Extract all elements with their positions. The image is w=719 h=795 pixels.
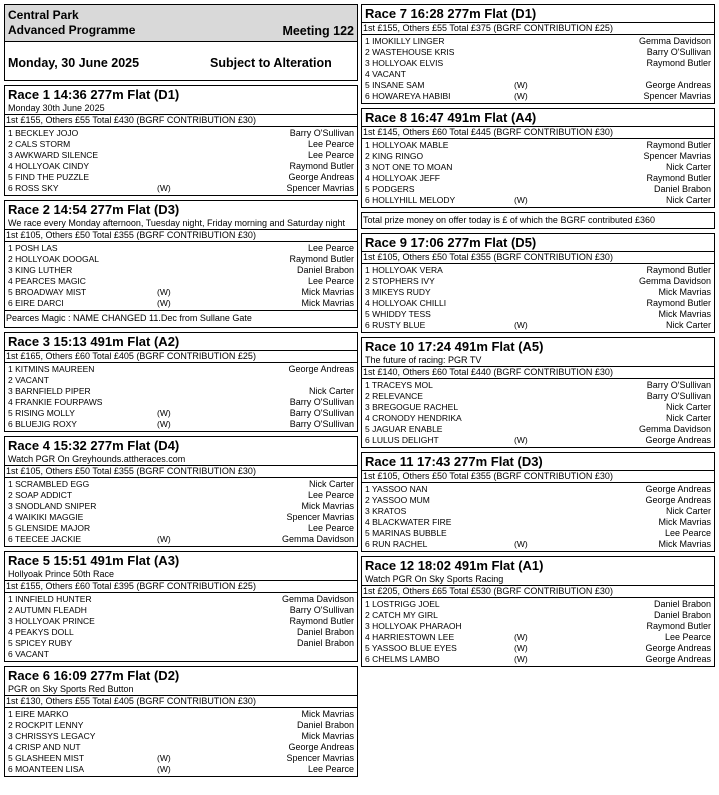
- wide-runner-flag: (W): [514, 632, 528, 642]
- runner-trainer: Lee Pearce: [307, 139, 354, 149]
- runner-trainer: Mick Mavrias: [658, 517, 711, 527]
- runner-row: [5, 512, 357, 523]
- right-column: [361, 4, 715, 671]
- runner-row: [5, 616, 357, 627]
- runner-trainer: Gemma Davidson: [281, 594, 354, 604]
- runner-name: 4 CRONODY HENDRIKA: [365, 413, 462, 423]
- runner-trainer: Raymond Butler: [646, 173, 711, 183]
- runner-row: [5, 731, 357, 742]
- runner-name: 3 MIKEYS RUDY: [365, 287, 431, 297]
- runner-row: [362, 495, 714, 506]
- header-top: [5, 5, 357, 42]
- runner-row: [5, 638, 357, 649]
- runner-row: [5, 161, 357, 172]
- runner-name: 5 PODGERS: [365, 184, 415, 194]
- race-note: Watch PGR On Sky Sports Racing: [365, 574, 504, 584]
- runner-row: [362, 320, 714, 331]
- runner-row: [5, 254, 357, 265]
- wide-runner-flag: (W): [514, 654, 528, 664]
- runner-name: 4 HARRIESTOWN LEE: [365, 632, 455, 642]
- runner-name: 6 RUN RACHEL: [365, 539, 428, 549]
- runner-row: [5, 720, 357, 731]
- runner-name: 2 AUTUMN FLEADH: [8, 605, 87, 615]
- runner-row: [362, 195, 714, 206]
- runner-row: [5, 298, 357, 309]
- runner-trainer: Barry O'Sullivan: [289, 419, 354, 429]
- runner-row: [5, 627, 357, 638]
- runner-row: [5, 742, 357, 753]
- runner-trainer: Mick Mavrias: [301, 287, 354, 297]
- runner-row: [362, 151, 714, 162]
- runner-name: 4 WAIKIKI MAGGIE: [8, 512, 84, 522]
- header-bottom: [5, 42, 357, 80]
- runner-trainer: Spencer Mavrias: [643, 91, 711, 101]
- runner-list: [5, 127, 357, 195]
- runner-trainer: Raymond Butler: [646, 140, 711, 150]
- runner-trainer: Lee Pearce: [307, 523, 354, 533]
- runner-row: [5, 534, 357, 545]
- runner-trainer: Raymond Butler: [646, 58, 711, 68]
- runner-row: [5, 479, 357, 490]
- runner-name: 3 HOLLYOAK PHARAOH: [365, 621, 462, 631]
- runner-row: [362, 632, 714, 643]
- runner-trainer: Lee Pearce: [307, 276, 354, 286]
- race-card: [361, 452, 715, 552]
- runner-name: 6 TEECEE JACKIE: [8, 534, 82, 544]
- runner-name: 6 BLUEJIG ROXY: [8, 419, 77, 429]
- runner-list: [362, 483, 714, 551]
- runner-trainer: Raymond Butler: [646, 621, 711, 631]
- runner-name: 2 SOAP ADDICT: [8, 490, 73, 500]
- runner-name: 4 CRISP AND NUT: [8, 742, 81, 752]
- runner-trainer: Barry O'Sullivan: [289, 128, 354, 138]
- runner-row: [5, 364, 357, 375]
- runner-name: 6 RUSTY BLUE: [365, 320, 426, 330]
- runner-name: 3 BREGOGUE RACHEL: [365, 402, 459, 412]
- runner-row: [362, 413, 714, 424]
- runner-name: 1 KITMINS MAUREEN: [8, 364, 95, 374]
- runner-trainer: Nick Carter: [665, 320, 711, 330]
- runner-row: [5, 764, 357, 775]
- race-title: Race 3 15:13 491m Flat (A2): [8, 334, 180, 349]
- runner-row: [362, 265, 714, 276]
- race-title: Race 9 17:06 277m Flat (D5): [365, 235, 537, 250]
- runner-name: 1 BECKLEY JOJO: [8, 128, 79, 138]
- wide-runner-flag: (W): [514, 320, 528, 330]
- runner-trainer: Daniel Brabon: [653, 599, 711, 609]
- runner-name: 3 KING LUTHER: [8, 265, 73, 275]
- runner-name: 6 VACANT: [8, 649, 49, 659]
- runner-row: [5, 183, 357, 194]
- runner-trainer: Barry O'Sullivan: [289, 605, 354, 615]
- race-title: Race 7 16:28 277m Flat (D1): [365, 6, 537, 21]
- runner-name: 1 LOSTRIGG JOEL: [365, 599, 440, 609]
- runner-name: 2 KING RINGO: [365, 151, 424, 161]
- runner-name: 2 STOPHERS IVY: [365, 276, 435, 286]
- venue-name: Central Park: [8, 8, 79, 22]
- runner-name: 6 LULUS DELIGHT: [365, 435, 439, 445]
- runner-trainer: Spencer Mavrias: [286, 183, 354, 193]
- runner-row: [362, 69, 714, 80]
- runner-row: [5, 287, 357, 298]
- race-note: The future of racing: PGR TV: [365, 355, 482, 365]
- race-prize: 1st £105, Others £50 Total £355 (BGRF CONTRIBUTION £30): [5, 465, 357, 478]
- wide-runner-flag: (W): [157, 753, 171, 763]
- runner-row: [362, 610, 714, 621]
- runner-row: [362, 424, 714, 435]
- runner-list: [362, 35, 714, 103]
- runner-row: [5, 523, 357, 534]
- runner-trainer: Lee Pearce: [307, 243, 354, 253]
- runner-row: [5, 594, 357, 605]
- race-card: [4, 551, 358, 662]
- runner-name: 5 WHIDDY TESS: [365, 309, 431, 319]
- runner-trainer: Mick Mavrias: [301, 709, 354, 719]
- runner-row: [362, 402, 714, 413]
- runner-name: 2 CATCH MY GIRL: [365, 610, 438, 620]
- race-prize: 1st £145, Others £60 Total £445 (BGRF CONTRIBUTION £30): [362, 126, 714, 139]
- runner-row: [362, 91, 714, 102]
- runner-name: 1 HOLLYOAK MABLE: [365, 140, 449, 150]
- runner-row: [362, 380, 714, 391]
- runner-trainer: Daniel Brabon: [296, 720, 354, 730]
- race-prize: 1st £155, Others £55 Total £430 (BGRF CONTRIBUTION £30): [5, 114, 357, 127]
- runner-row: [362, 309, 714, 320]
- runner-trainer: George Andreas: [645, 80, 711, 90]
- race-card: [4, 332, 358, 432]
- runner-trainer: George Andreas: [288, 364, 354, 374]
- runner-row: [362, 517, 714, 528]
- runner-trainer: George Andreas: [645, 654, 711, 664]
- runner-name: 1 HOLLYOAK VERA: [365, 265, 443, 275]
- runner-trainer: Mick Mavrias: [658, 309, 711, 319]
- runner-name: 4 BLACKWATER FIRE: [365, 517, 452, 527]
- runner-name: 3 KRATOS: [365, 506, 407, 516]
- race-card: [361, 556, 715, 667]
- runner-name: 6 EIRE DARCI: [8, 298, 64, 308]
- runner-row: [362, 80, 714, 91]
- runner-list: [5, 478, 357, 546]
- runner-name: 4 PEARCES MAGIC: [8, 276, 86, 286]
- runner-row: [362, 58, 714, 69]
- runner-row: [5, 408, 357, 419]
- runner-list: [362, 379, 714, 447]
- runner-row: [5, 649, 357, 660]
- runner-row: [362, 276, 714, 287]
- race-note: Monday 30th June 2025: [8, 103, 105, 113]
- wide-runner-flag: (W): [157, 287, 171, 297]
- runner-row: [362, 528, 714, 539]
- race-card: [4, 436, 358, 547]
- programme-type: Advanced Programme: [8, 23, 136, 37]
- runner-trainer: Gemma Davidson: [638, 276, 711, 286]
- race-title: Race 10 17:24 491m Flat (A5): [365, 339, 544, 354]
- runner-row: [5, 128, 357, 139]
- meeting-number: Meeting 122: [282, 24, 354, 38]
- runner-row: [5, 419, 357, 430]
- runner-trainer: Spencer Mavrias: [643, 151, 711, 161]
- runner-trainer: Barry O'Sullivan: [289, 408, 354, 418]
- wide-runner-flag: (W): [514, 91, 528, 101]
- runner-row: [362, 435, 714, 446]
- runner-row: [5, 753, 357, 764]
- race-note: We race every Monday afternoon, Tuesday night, Friday morning and Saturday night: [8, 218, 346, 228]
- race-prize: 1st £205, Others £65 Total £530 (BGRF CONTRIBUTION £30): [362, 585, 714, 598]
- runner-trainer: Daniel Brabon: [653, 610, 711, 620]
- race-title: Race 2 14:54 277m Flat (D3): [8, 202, 180, 217]
- runner-trainer: Gemma Davidson: [638, 424, 711, 434]
- race-card: [4, 200, 358, 328]
- runner-trainer: Raymond Butler: [646, 298, 711, 308]
- runner-trainer: Raymond Butler: [289, 161, 354, 171]
- runner-name: 6 HOWAREYA HABIBI: [365, 91, 451, 101]
- runner-trainer: Nick Carter: [665, 195, 711, 205]
- runner-trainer: Daniel Brabon: [296, 265, 354, 275]
- wide-runner-flag: (W): [157, 419, 171, 429]
- race-card: [4, 85, 358, 196]
- wide-runner-flag: (W): [514, 80, 528, 90]
- runner-row: [5, 265, 357, 276]
- runner-name: 4 HOLLYOAK CINDY: [8, 161, 90, 171]
- runner-name: 1 IMOKILLY LINGER: [365, 36, 445, 46]
- runner-trainer: George Andreas: [645, 495, 711, 505]
- runner-name: 3 BARNFIELD PIPER: [8, 386, 91, 396]
- runner-name: 5 MARINAS BUBBLE: [365, 528, 447, 538]
- wide-runner-flag: (W): [514, 643, 528, 653]
- race-title: Race 4 15:32 277m Flat (D4): [8, 438, 180, 453]
- wide-runner-flag: (W): [157, 298, 171, 308]
- runner-row: [362, 484, 714, 495]
- runner-trainer: Mick Mavrias: [658, 539, 711, 549]
- wide-runner-flag: (W): [157, 408, 171, 418]
- runner-row: [5, 172, 357, 183]
- race-card: [4, 666, 358, 777]
- runner-name: 5 BROADWAY MIST: [8, 287, 87, 297]
- runner-name: 5 SPICEY RUBY: [8, 638, 73, 648]
- wide-runner-flag: (W): [157, 764, 171, 774]
- runner-trainer: Mick Mavrias: [301, 501, 354, 511]
- runner-row: [362, 287, 714, 298]
- race-prize: 1st £105, Others £50 Total £355 (BGRF CONTRIBUTION £30): [362, 251, 714, 264]
- runner-trainer: Spencer Mavrias: [286, 753, 354, 763]
- runner-row: [5, 386, 357, 397]
- runner-list: [362, 598, 714, 666]
- runner-trainer: Barry O'Sullivan: [646, 391, 711, 401]
- runner-name: 1 POSH LAS: [8, 243, 58, 253]
- runner-trainer: Spencer Mavrias: [286, 512, 354, 522]
- runner-row: [362, 391, 714, 402]
- runner-trainer: Daniel Brabon: [296, 627, 354, 637]
- runner-name: 3 AWKWARD SILENCE: [8, 150, 99, 160]
- runner-trainer: Barry O'Sullivan: [289, 397, 354, 407]
- race-footnote: Pearces Magic : NAME CHANGED 11.Dec from Sullane Gate: [5, 310, 357, 327]
- wide-runner-flag: (W): [514, 195, 528, 205]
- runner-name: 1 SCRAMBLED EGG: [8, 479, 90, 489]
- wide-runner-flag: (W): [157, 534, 171, 544]
- subject-to-alteration: Subject to Alteration: [210, 56, 332, 70]
- runner-name: 3 NOT ONE TO MOAN: [365, 162, 453, 172]
- runner-name: 1 INNFIELD HUNTER: [8, 594, 92, 604]
- runner-row: [5, 276, 357, 287]
- runner-trainer: Nick Carter: [665, 506, 711, 516]
- runner-name: 5 JAGUAR ENABLE: [365, 424, 443, 434]
- runner-name: 4 HOLLYOAK JEFF: [365, 173, 440, 183]
- runner-trainer: Barry O'Sullivan: [646, 380, 711, 390]
- runner-name: 3 HOLLYOAK PRINCE: [8, 616, 95, 626]
- runner-trainer: Daniel Brabon: [296, 638, 354, 648]
- runner-name: 5 RISING MOLLY: [8, 408, 75, 418]
- runner-trainer: Raymond Butler: [646, 265, 711, 275]
- race-prize: 1st £155, Others £60 Total £395 (BGRF CONTRIBUTION £25): [5, 580, 357, 593]
- runner-name: 5 FIND THE PUZZLE: [8, 172, 90, 182]
- runner-row: [5, 397, 357, 408]
- runner-row: [362, 539, 714, 550]
- runner-name: 2 VACANT: [8, 375, 49, 385]
- runner-trainer: Raymond Butler: [289, 616, 354, 626]
- race-title: Race 5 15:51 491m Flat (A3): [8, 553, 180, 568]
- runner-trainer: George Andreas: [645, 643, 711, 653]
- race-prize: 1st £105, Others £50 Total £355 (BGRF CONTRIBUTION £30): [5, 229, 357, 242]
- runner-row: [5, 150, 357, 161]
- runner-trainer: Nick Carter: [308, 479, 354, 489]
- runner-name: 4 VACANT: [365, 69, 406, 79]
- race-prize: 1st £140, Others £60 Total £440 (BGRF CONTRIBUTION £30): [362, 366, 714, 379]
- runner-row: [5, 375, 357, 386]
- meeting-date: Monday, 30 June 2025: [8, 56, 140, 70]
- race-note: Hollyoak Prince 50th Race: [8, 569, 115, 579]
- runner-name: 2 RELEVANCE: [365, 391, 423, 401]
- runner-row: [362, 621, 714, 632]
- runner-name: 3 HOLLYOAK ELVIS: [365, 58, 444, 68]
- race-title: Race 11 17:43 277m Flat (D3): [365, 454, 543, 469]
- runner-row: [362, 162, 714, 173]
- runner-row: [5, 709, 357, 720]
- runner-row: [5, 139, 357, 150]
- runner-trainer: Nick Carter: [308, 386, 354, 396]
- race-title: Race 8 16:47 491m Flat (A4): [365, 110, 537, 125]
- runner-trainer: Nick Carter: [665, 162, 711, 172]
- runner-name: 3 CHRISSYS LEGACY: [8, 731, 96, 741]
- runner-trainer: Lee Pearce: [664, 632, 711, 642]
- runner-name: 1 TRACEYS MOL: [365, 380, 433, 390]
- race-prize: 1st £130, Others £55 Total £405 (BGRF CONTRIBUTION £30): [5, 695, 357, 708]
- runner-name: 3 SNODLAND SNIPER: [8, 501, 97, 511]
- race-prize: 1st £155, Others £55 Total £375 (BGRF CONTRIBUTION £25): [362, 22, 714, 35]
- race-note: Watch PGR On Greyhounds.attheraces.com: [8, 454, 186, 464]
- runner-row: [362, 643, 714, 654]
- runner-trainer: Lee Pearce: [307, 490, 354, 500]
- runner-list: [362, 264, 714, 332]
- runner-row: [362, 184, 714, 195]
- runner-list: [5, 242, 357, 310]
- runner-row: [5, 605, 357, 616]
- runner-row: [362, 36, 714, 47]
- race-note: PGR on Sky Sports Red Button: [8, 684, 134, 694]
- runner-trainer: Lee Pearce: [307, 150, 354, 160]
- programme-header: [4, 4, 358, 81]
- runner-trainer: Lee Pearce: [307, 764, 354, 774]
- left-column: [4, 4, 358, 781]
- race-title: Race 12 18:02 491m Flat (A1): [365, 558, 544, 573]
- runner-row: [362, 506, 714, 517]
- wide-runner-flag: (W): [514, 539, 528, 549]
- race-card: [361, 108, 715, 208]
- runner-trainer: Nick Carter: [665, 402, 711, 412]
- runner-name: 2 CALS STORM: [8, 139, 71, 149]
- runner-row: [362, 654, 714, 665]
- race-title: Race 6 16:09 277m Flat (D2): [8, 668, 180, 683]
- runner-name: 4 PEAKYS DOLL: [8, 627, 74, 637]
- runner-row: [362, 47, 714, 58]
- runner-row: [362, 298, 714, 309]
- runner-trainer: Mick Mavrias: [658, 287, 711, 297]
- race-card: [361, 4, 715, 104]
- runner-row: [5, 243, 357, 254]
- runner-row: [362, 599, 714, 610]
- runner-row: [5, 490, 357, 501]
- runner-list: [5, 708, 357, 776]
- runner-row: [362, 173, 714, 184]
- runner-trainer: Daniel Brabon: [653, 184, 711, 194]
- runner-trainer: George Andreas: [288, 742, 354, 752]
- wide-runner-flag: (W): [157, 183, 171, 193]
- runner-name: 5 GLASHEEN MIST: [8, 753, 85, 763]
- runner-name: 6 MOANTEEN LISA: [8, 764, 85, 774]
- runner-list: [5, 363, 357, 431]
- race-card: [361, 337, 715, 448]
- runner-name: 5 GLENSIDE MAJOR: [8, 523, 91, 533]
- runner-trainer: George Andreas: [645, 435, 711, 445]
- runner-trainer: George Andreas: [288, 172, 354, 182]
- runner-name: 2 ROCKPIT LENNY: [8, 720, 84, 730]
- runner-name: 4 HOLLYOAK CHILLI: [365, 298, 447, 308]
- runner-trainer: Lee Pearce: [664, 528, 711, 538]
- runner-name: 2 WASTEHOUSE KRIS: [365, 47, 455, 57]
- runner-name: 6 ROSS SKY: [8, 183, 59, 193]
- runner-trainer: Nick Carter: [665, 413, 711, 423]
- runner-trainer: Mick Mavrias: [301, 298, 354, 308]
- runner-row: [5, 501, 357, 512]
- runner-name: 2 YASSOO MUM: [365, 495, 430, 505]
- runner-trainer: Barry O'Sullivan: [646, 47, 711, 57]
- race-card: [361, 233, 715, 333]
- runner-name: 2 HOLLYOAK DOOGAL: [8, 254, 100, 264]
- runner-trainer: Raymond Butler: [289, 254, 354, 264]
- race-prize: 1st £165, Others £60 Total £405 (BGRF CONTRIBUTION £25): [5, 350, 357, 363]
- runner-row: [362, 140, 714, 151]
- runner-name: 6 CHELMS LAMBO: [365, 654, 440, 664]
- runner-trainer: Gemma Davidson: [638, 36, 711, 46]
- runner-name: 6 HOLLYHILL MELODY: [365, 195, 456, 205]
- race-prize: 1st £105, Others £50 Total £355 (BGRF CONTRIBUTION £30): [362, 470, 714, 483]
- total-prize-money: Total prize money on offer today is £ of which the BGRF contributed £360: [361, 212, 715, 229]
- runner-trainer: Mick Mavrias: [301, 731, 354, 741]
- runner-trainer: Gemma Davidson: [281, 534, 354, 544]
- runner-list: [362, 139, 714, 207]
- wide-runner-flag: (W): [514, 435, 528, 445]
- runner-name: 1 YASSOO NAN: [365, 484, 428, 494]
- runner-name: 5 INSANE SAM: [365, 80, 425, 90]
- runner-name: 1 EIRE MARKO: [8, 709, 69, 719]
- runner-name: 5 YASSOO BLUE EYES: [365, 643, 457, 653]
- runner-trainer: George Andreas: [645, 484, 711, 494]
- race-title: Race 1 14:36 277m Flat (D1): [8, 87, 180, 102]
- runner-list: [5, 593, 357, 661]
- runner-name: 4 FRANKIE FOURPAWS: [8, 397, 103, 407]
